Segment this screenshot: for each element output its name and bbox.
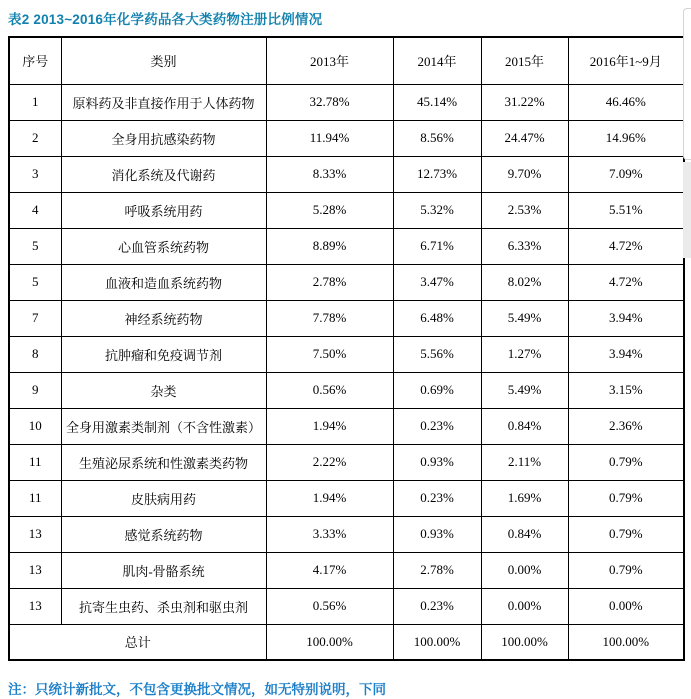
category-cell: 感觉系统药物 [61, 516, 266, 552]
value-2013-cell: 100.00% [266, 624, 393, 660]
header-cell-2015: 2015年 [481, 37, 568, 84]
row-index-cell: 13 [9, 552, 61, 588]
value-2016-cell: 3.15% [568, 372, 684, 408]
value-2015-cell: 31.22% [481, 84, 568, 120]
scrollbar-thumb[interactable] [683, 8, 691, 160]
value-2014-cell: 45.14% [393, 84, 481, 120]
header-cell-category: 类别 [61, 37, 266, 84]
row-index-cell: 3 [9, 156, 61, 192]
value-2013-cell: 2.22% [266, 444, 393, 480]
table-row [9, 300, 684, 336]
value-2016-cell: 3.94% [568, 336, 684, 372]
table-row [9, 588, 684, 624]
table-row [9, 408, 684, 444]
value-2015-cell: 100.00% [481, 624, 568, 660]
value-2016-cell: 0.79% [568, 480, 684, 516]
value-2016-cell: 100.00% [568, 624, 684, 660]
scrollbar[interactable] [683, 8, 691, 260]
value-2013-cell: 0.56% [266, 372, 393, 408]
category-cell: 原料药及非直接作用于人体药物 [61, 84, 266, 120]
table-row [9, 552, 684, 588]
value-2016-cell: 5.51% [568, 192, 684, 228]
value-2014-cell: 0.93% [393, 516, 481, 552]
footnote: 注：只统计新批文，不包含更换批文情况，如无特别说明，下同 [8, 682, 386, 697]
value-2013-cell: 4.17% [266, 552, 393, 588]
row-index-cell: 13 [9, 588, 61, 624]
row-index-cell: 11 [9, 480, 61, 516]
row-index-cell: 8 [9, 336, 61, 372]
row-index-cell: 13 [9, 516, 61, 552]
table-row [9, 120, 684, 156]
value-2015-cell: 24.47% [481, 120, 568, 156]
category-cell: 皮肤病用药 [61, 480, 266, 516]
value-2014-cell: 5.56% [393, 336, 481, 372]
value-2015-cell: 0.84% [481, 408, 568, 444]
table-row [9, 372, 684, 408]
category-cell: 杂类 [61, 372, 266, 408]
table-row [9, 444, 684, 480]
header-cell-2014: 2014年 [393, 37, 481, 84]
row-index-cell: 2 [9, 120, 61, 156]
value-2015-cell: 2.11% [481, 444, 568, 480]
total-row [9, 624, 684, 660]
value-2013-cell: 1.94% [266, 480, 393, 516]
value-2016-cell: 7.09% [568, 156, 684, 192]
table-row [9, 480, 684, 516]
value-2014-cell: 0.93% [393, 444, 481, 480]
table-body [9, 84, 684, 660]
value-2016-cell: 0.79% [568, 516, 684, 552]
value-2013-cell: 1.94% [266, 408, 393, 444]
value-2015-cell: 1.27% [481, 336, 568, 372]
value-2013-cell: 11.94% [266, 120, 393, 156]
row-index-cell: 1 [9, 84, 61, 120]
value-2014-cell: 5.32% [393, 192, 481, 228]
category-cell: 抗肿瘤和免疫调节剂 [61, 336, 266, 372]
value-2015-cell: 0.00% [481, 588, 568, 624]
category-cell: 神经系统药物 [61, 300, 266, 336]
value-2015-cell: 5.49% [481, 372, 568, 408]
table-row [9, 156, 684, 192]
value-2013-cell: 2.78% [266, 264, 393, 300]
table-row [9, 516, 684, 552]
table-row [9, 336, 684, 372]
row-index-cell: 11 [9, 444, 61, 480]
category-cell: 呼吸系统用药 [61, 192, 266, 228]
value-2013-cell: 3.33% [266, 516, 393, 552]
value-2014-cell: 8.56% [393, 120, 481, 156]
category-cell: 抗寄生虫药、杀虫剂和驱虫剂 [61, 588, 266, 624]
header-cell-2013: 2013年 [266, 37, 393, 84]
value-2015-cell: 5.49% [481, 300, 568, 336]
value-2015-cell: 9.70% [481, 156, 568, 192]
scrollbar-track[interactable] [683, 162, 691, 258]
value-2014-cell: 6.71% [393, 228, 481, 264]
value-2013-cell: 8.33% [266, 156, 393, 192]
value-2015-cell: 8.02% [481, 264, 568, 300]
value-2013-cell: 0.56% [266, 588, 393, 624]
value-2016-cell: 4.72% [568, 228, 684, 264]
value-2013-cell: 8.89% [266, 228, 393, 264]
value-2014-cell: 0.23% [393, 408, 481, 444]
header-cell-2016: 2016年1~9月 [568, 37, 684, 84]
value-2014-cell: 0.23% [393, 588, 481, 624]
value-2016-cell: 0.79% [568, 444, 684, 480]
category-cell: 心血管系统药物 [61, 228, 266, 264]
total-label-cell: 总计 [9, 624, 266, 660]
value-2014-cell: 0.23% [393, 480, 481, 516]
table-row [9, 228, 684, 264]
value-2014-cell: 100.00% [393, 624, 481, 660]
category-cell: 生殖泌尿系统和性激素类药物 [61, 444, 266, 480]
value-2014-cell: 0.69% [393, 372, 481, 408]
category-cell: 全身用激素类制剂（不含性激素） [61, 408, 266, 444]
value-2015-cell: 2.53% [481, 192, 568, 228]
value-2013-cell: 5.28% [266, 192, 393, 228]
value-2016-cell: 0.79% [568, 552, 684, 588]
category-cell: 肌肉-骨骼系统 [61, 552, 266, 588]
row-index-cell: 5 [9, 264, 61, 300]
table-header [9, 37, 684, 84]
page-title: 表2 2013~2016年化学药品各大类药物注册比例情况 [8, 12, 323, 27]
value-2016-cell: 14.96% [568, 120, 684, 156]
value-2014-cell: 2.78% [393, 552, 481, 588]
value-2013-cell: 7.50% [266, 336, 393, 372]
category-cell: 血液和造血系统药物 [61, 264, 266, 300]
row-index-cell: 9 [9, 372, 61, 408]
value-2014-cell: 3.47% [393, 264, 481, 300]
value-2016-cell: 0.00% [568, 588, 684, 624]
value-2014-cell: 12.73% [393, 156, 481, 192]
registration-ratio-table [8, 36, 685, 661]
value-2014-cell: 6.48% [393, 300, 481, 336]
value-2015-cell: 0.00% [481, 552, 568, 588]
table-row [9, 192, 684, 228]
value-2015-cell: 6.33% [481, 228, 568, 264]
row-index-cell: 10 [9, 408, 61, 444]
value-2016-cell: 3.94% [568, 300, 684, 336]
table-row [9, 264, 684, 300]
header-row [9, 37, 684, 84]
value-2013-cell: 32.78% [266, 84, 393, 120]
category-cell: 全身用抗感染药物 [61, 120, 266, 156]
row-index-cell: 7 [9, 300, 61, 336]
category-cell: 消化系统及代谢药 [61, 156, 266, 192]
table-row [9, 84, 684, 120]
value-2013-cell: 7.78% [266, 300, 393, 336]
row-index-cell: 4 [9, 192, 61, 228]
row-index-cell: 5 [9, 228, 61, 264]
header-cell-index: 序号 [9, 37, 61, 84]
value-2016-cell: 46.46% [568, 84, 684, 120]
value-2016-cell: 4.72% [568, 264, 684, 300]
value-2016-cell: 2.36% [568, 408, 684, 444]
value-2015-cell: 0.84% [481, 516, 568, 552]
value-2015-cell: 1.69% [481, 480, 568, 516]
